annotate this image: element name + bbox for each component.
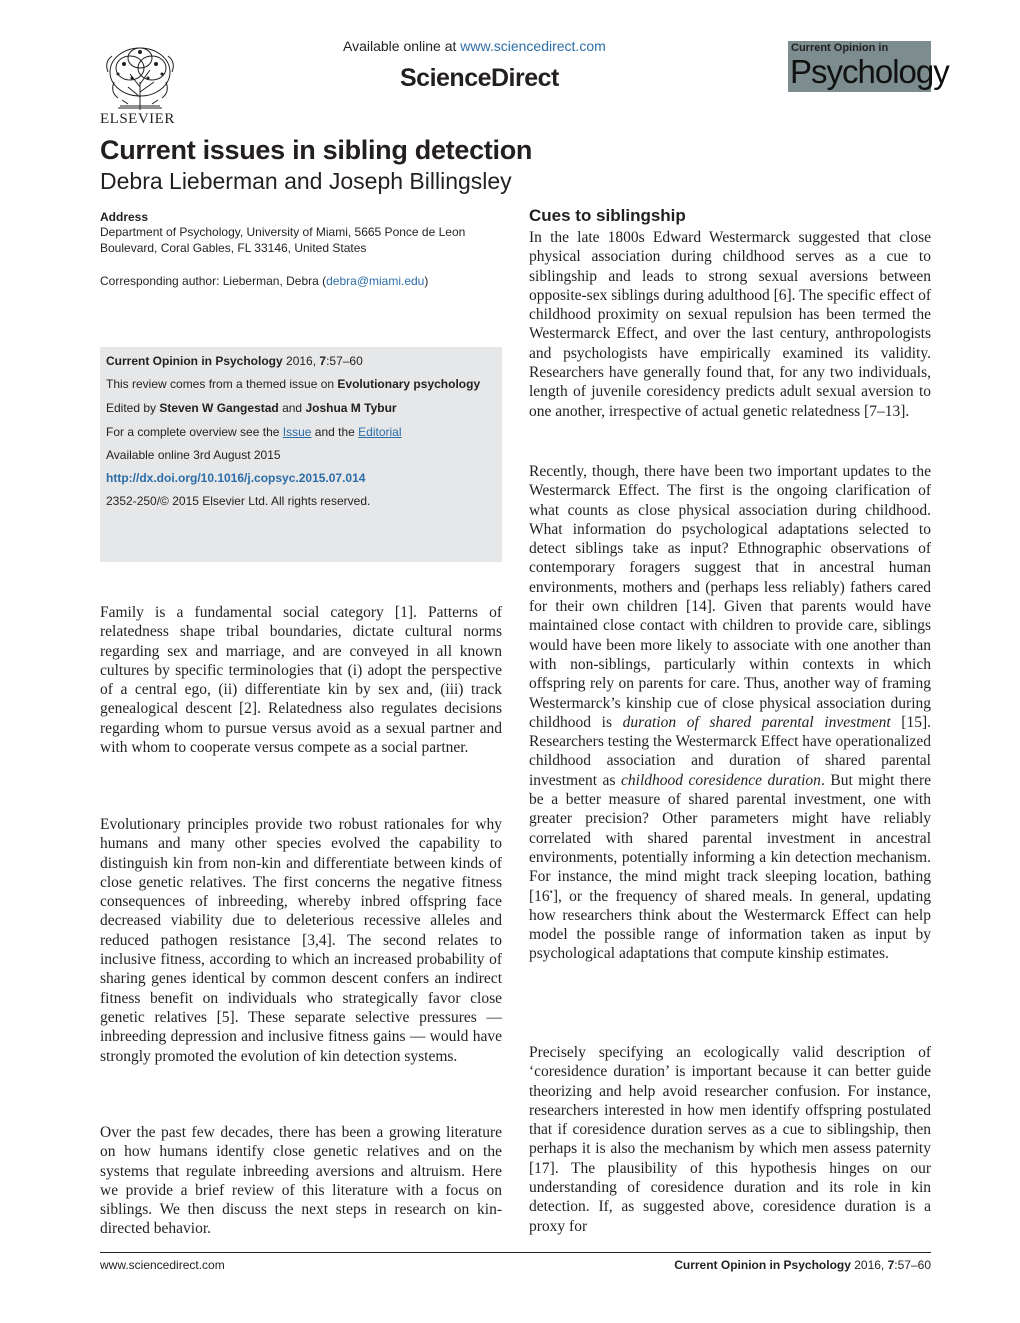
left-paragraph-1: Family is a fundamental social category [1]. Patterns of relatedness shape tribal boundaries, dictate cultural norms regarding sex and marriage, and are conveyed in all known cultures by specific terminologies that (i) adopt the perspective of a central ego, (ii) differentiate kin by sex and, (iii) track genealogical descent [2]. Relatedness also regulates decisions regarding whom to pursue versus avoid as a sexual partner and with whom to cooperate versus compete as a social partner. (100, 604, 502, 757)
journal-name: Current Opinion in Psychology (106, 354, 283, 368)
p2-italic-term-1: duration of shared parental investment (622, 713, 891, 731)
p2-text-a: Recently, though, there have been two important updates to the Westermarck Effect. The first is the ongoing clarification of what counts as close physical association during childhood. What information do psychological adaptations selected to detect siblings take as input? Ethnographic observations of contemporary foragers suggest that in ancestral human environments, mothers and (perhaps less reliably) fathers cared for their own children [14]. Given that parents would have maintained close contact with children to provide care, siblings would have been more likely to associate with one another than with non-siblings, particularly within contexts in which offspring rely on parents for care. Thus, another way of framing Westermarck’s kinship cue of close physical association during childhood is (529, 463, 931, 731)
article-info-box (100, 347, 502, 562)
corresponding-suffix: ) (424, 274, 429, 288)
journal-badge (788, 41, 949, 92)
right-paragraph-3: Precisely specifying an ecologically valid description of ‘coresidence duration’ is important because it can better guide theorizing and help avoid researcher confusion. For instance, researchers interested in how men identify offspring postulated that if coresidence duration serves as a cue to siblingship, then perhaps it is also the mechanism by which men assess paternity [17]. The plausibility of this hypothesis hinges on our understanding of coresidence duration and its role in kin detection. If, as suggested above, coresidence duration is a proxy for (529, 1044, 931, 1235)
copyright-line: 2352-250/© 2015 Elsevier Ltd. All rights reserved. (106, 494, 371, 508)
author-email-link[interactable]: debra@miami.edu (326, 274, 425, 288)
address-text: Department of Psychology, University of Miami, 5665 Ponce de Leon Boulevard, Coral Gables, FL 33146, United States (100, 225, 466, 255)
doi-link[interactable]: http://dx.doi.org/10.1016/j.copsyc.2015.07.014 (106, 471, 366, 485)
journal-badge-big: Psychology (790, 53, 949, 90)
theme-name: Evolutionary psychology (337, 377, 481, 391)
issue-link[interactable]: Issue (282, 425, 312, 439)
theme-prefix: This review comes from a themed issue on (106, 377, 338, 391)
article-authors: Debra Lieberman and Joseph Billingsley (100, 168, 512, 194)
footer-site: www.sciencedirect.com (100, 1258, 225, 1272)
overview-line (106, 425, 402, 439)
left-paragraph-2: Evolutionary principles provide two robust rationales for why humans and many other species evolved the capability to distinguish kin from non-kin and differentiate between kinds of close genetic relatives. The first concerns the negative fitness consequences of inbreeding, whereby inbred offspring face decreased viability due to deleterious recessive alleles and reduced pathogen resistance [3,4]. The second relates to inclusive fitness, according to which an increased probability of sharing genes identical by common descent confers an indirect fitness benefit on individuals who strategically favor close genetic relatives [5]. These separate selective pressures — inbreeding depression and inclusive fitness gains — would have strongly promoted the evolution of kin detection systems. (100, 816, 502, 1065)
section-heading: Cues to siblingship (529, 206, 686, 225)
footer-citation (674, 1258, 931, 1272)
corresponding-author (100, 273, 500, 289)
sciencedirect-link[interactable]: www.sciencedirect.com (460, 38, 606, 54)
footer-year: 2016, (850, 1258, 888, 1272)
themed-issue-line (106, 377, 480, 391)
p2-text-b: [15]. Researchers testing the Westermarck Effect have operationalized childhood association and duration of shared parental investment as (529, 713, 932, 789)
available-prefix: Available online at (343, 38, 461, 54)
right-paragraph-1: In the late 1800s Edward Westermarck suggested that close physical association during childhood serves as a cue to siblingship and leads to strong sexual aversions between opposite-sex siblings during adulthood [6]. The specific effect of childhood proximity on sexual repulsion has been termed the Westermarck Effect, and over the last century, anthropologists and psychologists have empirically examined its validity. Researchers have generally found that, for any two individuals, length of juvenile coresidency predicts adult sexual aversion to one another, irrespective of actual genetic relatedness [7–13]. (529, 229, 931, 420)
overview-and: and the (311, 425, 359, 439)
editors-line (106, 401, 397, 415)
p2-text-d: ], or the frequency of shared meals. In general, updating how researchers think about the Westermarck Effect can help model the possible range of information taken as input by psychological adaptations that compute kinship estimates. (529, 887, 931, 963)
available-online-line (343, 38, 606, 54)
p2-text-c: . But might there be a better measure of shared parental investment, one with greater precision? Other parameters might have reliably correlated with shared parental investment in ancestral environments, potentially informing a kin detection mechanism. For instance, the mind might track sleeping location, bathing [16 (529, 771, 931, 905)
citation-pages: :57–60 (326, 354, 363, 368)
editor-2: Joshua M Tybur (305, 401, 397, 415)
editor-1: Steven W Gangestad (159, 401, 279, 415)
citation-year: 2016, (282, 354, 320, 368)
corresponding-prefix: Corresponding author: Lieberman, Debra ( (100, 274, 327, 288)
footer-rule (100, 1252, 931, 1253)
left-paragraph-3: Over the past few decades, there has been a growing literature on how humans identify close genetic relatives and on the systems that regulate inbreeding aversions and altruism. Here we provide a brief review of this literature with a focus on siblings. We then discuss the next steps in research on kin-directed behavior. (100, 1124, 502, 1238)
editorial-link[interactable]: Editorial (358, 425, 402, 439)
footer-volume: 7 (887, 1258, 895, 1272)
recommended-marker: • (549, 886, 553, 897)
publisher-wordmark: ELSEVIER (100, 111, 175, 127)
p2-italic-term-2: childhood coresidence duration (621, 771, 821, 789)
sciencedirect-brand: ScienceDirect (400, 64, 559, 92)
citation-line (106, 354, 363, 368)
citation-volume: 7 (319, 354, 327, 368)
address-label: Address (100, 210, 149, 224)
available-date: Available online 3rd August 2015 (106, 448, 281, 462)
editors-and: and (278, 401, 306, 415)
journal-badge-small: Current Opinion in (791, 42, 889, 54)
footer-pages: :57–60 (894, 1258, 931, 1272)
overview-prefix: For a complete overview see the (106, 425, 283, 439)
footer-journal: Current Opinion in Psychology (674, 1258, 851, 1272)
edited-prefix: Edited by (106, 401, 160, 415)
article-title: Current issues in sibling detection (100, 135, 533, 165)
right-paragraph-2 (529, 462, 931, 964)
doi-row (106, 471, 365, 485)
